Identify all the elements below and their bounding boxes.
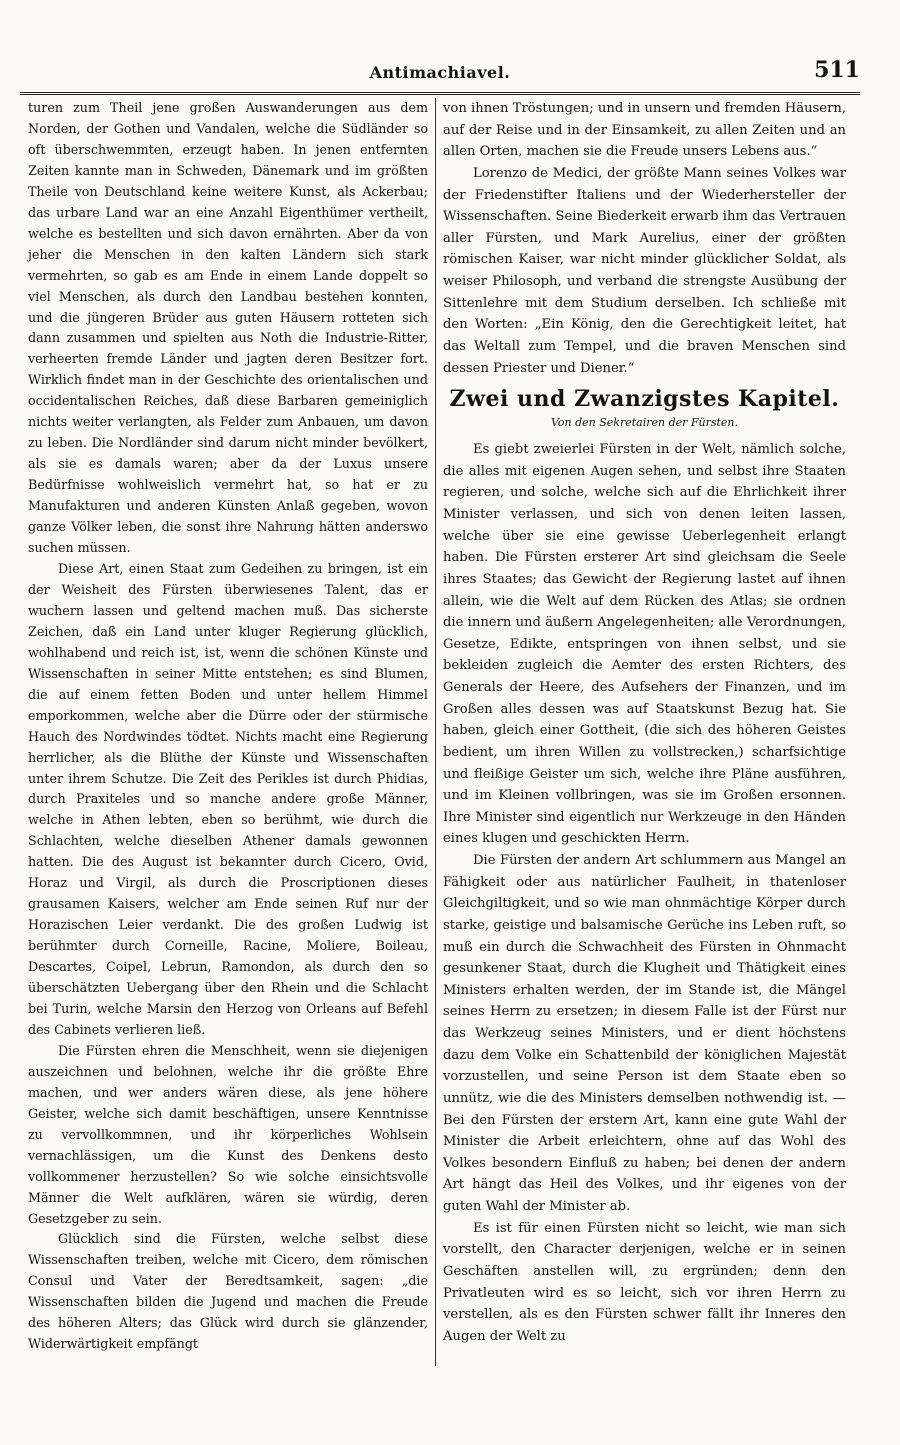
right-column: [443, 98, 846, 1347]
running-title: Antimachiavel.: [369, 63, 511, 82]
paragraph: Es ist für einen Fürsten nicht so leicht, wie man sich vorstellt, den Character derjenigen, welche er in seinen Geschäften anstellen will, zu ergründen; denn den Privatleuten wird es so leicht, sich vor ihren Herrn zu verstellen, als es den Fürsten schwer fällt ihr Inneres den Augen der Welt zu: [443, 1220, 846, 1344]
chapter-subtitle: Von den Sekretairen der Fürsten.: [550, 416, 739, 430]
paragraph: Die Fürsten ehren die Menschheit, wenn sie diejenigen auszeichnen und belohnen, welche ihr die größte Ehre machen, und wer anders wären diese, als jene höhere Geister, welche sich damit beschäftigen, unsere Kenntnisse zu vervollkommnen, und ihr körperliches Wohlsein vernachlässigen, um die Kunst des Denkens desto vollkommener herzustellen? So wie solche einsichtsvolle Männer die Welt aufklären, wären sie würdig, deren Gesetzgeber zu sein.: [28, 1042, 428, 1226]
paragraph: von ihnen Tröstungen; und in unsern und fremden Häusern, auf der Reise und in der Einsamkeit, zu allen Zeiten und an allen Orten, machen sie die Freude unsers Lebens aus.“: [443, 101, 846, 160]
running-head: [20, 55, 860, 89]
paragraph: Glücklich sind die Fürsten, welche selbst diese Wissenschaften treiben, welche mit Cicero, dem römischen Consul und Vater der Beredtsamkeit, sagen: „die Wissenschaften bilden die Jugend und machen die Freude des höheren Alters; das Glück wird durch sie glänzender, Widerwärtigkeit empfängt: [28, 1231, 428, 1352]
paragraph: Es giebt zweierlei Fürsten in der Welt, nämlich solche, die alles mit eigenen Augen sehen, und selbst ihre Staaten regieren, und solche, welche sich auf die Ehrlichkeit ihrer Minister verlassen, und sich von denen leiten lassen, welche über sie eine gewisse Ueberlegenheit erlangt haben. Die Fürsten ersterer Art sind gleichsam die Seele ihres Staates; das Gewicht der Regierung lastet auf ihnen allein, wie die Welt auf dem Rücken des Atlas; sie ordnen die innern und äußern Angelegenheiten; alle Verordnungen, Gesetze, Edikte, entspringen von ihnen selbst, und sie bekleiden zugleich die Aemter des ersten Richters, des Generals der Heere, des Aufsehers der Finanzen, und im Großen alles dessen was auf Staatskunst Bezug hat. Sie haben, gleich einer Gottheit, (die sich des höheren Geistes bedient, um ihren Willen zu vollstrecken,) scharfsichtige und fleißige Geister um sich, welche ihre Pläne ausführen, und im Kleinen vollbringen, was sie im Großen ersonnen. Ihre Minister sind eigentlich nur Werkzeuge in den Händen eines klugen und geschickten Herrn.: [443, 442, 846, 847]
chapter-title: Zwei und Zwanzigstes Kapitel.: [449, 386, 840, 413]
header-rule: [20, 92, 860, 95]
page-number: 511: [814, 57, 860, 83]
left-column: [28, 98, 428, 1355]
paragraph: turen zum Theil jene großen Auswanderungen aus dem Norden, der Gothen und Vandalen, welche die Südländer so oft überschwemmten, erzeugt haben. In jenen entfernten Zeiten kannte man in Schweden, Dänemark und im größten Theile von Deutschland keine weitere Kunst, als Ackerbau; das urbare Land war an eine Anzahl Eigenthümer vertheilt, welche es bestellten und sich davon ernährten. Aber da von jeher die Menschen in den kalten Ländern sich stark vermehrten, so gab es am Ende in einem Lande doppelt so viel Menschen, als durch den Landbau bestehen konnten, und die jüngeren Brüder aus guten Häusern rotteten sich dann zusammen und spielten aus Noth die Industrie-Ritter, verheerten fremde Länder und jagten deren Besitzer fort. Wirklich findet man in der Geschichte des orientalischen und occidentalischen Reiches, daß diese Barbaren gemeiniglich nichts weiter verlangten, als Felder zum Anbauen, um davon zu leben. Die Nordländer sind darum nicht minder bevölkert, als sie es damals waren; aber da der Luxus unsere Bedürfnisse wohlweislich vermehrt hat, so hat er zu Manufakturen und anderen Künsten Anlaß gegeben, wovon ganze Völker leben, die sonst ihre Nahrung hätten anderswo suchen müssen.: [28, 100, 428, 556]
column-divider: [435, 98, 436, 1366]
paragraph: Die Fürsten der andern Art schlummern aus Mangel an Fähigkeit oder aus natürlicher Faulheit, in thatenloser Gleichgiltigkeit, und so wie man ohnmächtige Körper durch starke, geistige und balsamische Gerüche ins Leben ruft, so muß ein durch die Schwachheit des Fürsten in Ohnmacht gesunkener Staat, durch die Klugheit und Thätigkeit eines Ministers erhalten werden, der im Stande ist, die Mängel seines Herrn zu ersetzen; in diesem Falle ist der Fürst nur das Werkzeug seines Ministers, und er dient höchstens dazu dem Volke ein Schattenbild der königlichen Majestät vorzustellen, und seine Person ist dem Staate eben so unnütz, wie die des Ministers demselben nothwendig ist. — Bei den Fürsten der erstern Art, kann eine gute Wahl der Minister die Arbeit erleichtern, ohne auf das Wohl des Volkes besondern Einfluß zu haben; bei denen der andern Art hängt das Heil des Volkes, und ihr eigenes von der guten Wahl der Minister ab.: [443, 853, 846, 1214]
paragraph: Diese Art, einen Staat zum Gedeihen zu bringen, ist ein der Weisheit des Fürsten überwiesenes Talent, das er wuchern lassen und geltend machen muß. Das sicherste Zeichen, daß ein Land unter kluger Regierung glücklich, wohlhabend und reich ist, ist, wenn die schönen Künste und Wissenschaften in seiner Mitte entstehen; es sind Blumen, die auf einem fetten Boden und unter hellem Himmel emporkommen, welche aber die Dürre oder der stürmische Hauch des Nordwindes tödtet. Nichts macht eine Regierung herrlicher, als die Blüthe der Künste und Wissenschaften unter ihrem Schutze. Die Zeit des Perikles ist durch Phidias, durch Praxiteles und so manche andere große Männer, welche in Athen lebten, eben so berühmt, wie durch die Schlachten, welche dieselben Athener damals gewonnen hatten. Die des August ist bekannter durch Cicero, Ovid, Horaz und Virgil, als durch die Proscriptionen dieses grausamen Kaisers, welcher am Ende seinen Ruf nur der Horazischen Leier verdankt. Die des großen Ludwig ist berühmter durch Corneille, Racine, Moliere, Boileau, Descartes, Coipel, Lebrun, Ramondon, als durch den so überschätzten Uebergang über den Rhein und die Schlacht bei Turin, welche Marsin den Herzog von Orleans auf Befehl des Cabinets verlieren ließ.: [28, 560, 428, 1037]
paragraph: Lorenzo de Medici, der größte Mann seines Volkes war der Friedenstifter Italiens und der Wiederhersteller der Wissenschaften. Seine Biederkeit erwarb ihm das Vertrauen aller Fürsten, und Mark Aurelius, einer der größten römischen Kaiser, war nicht minder glücklicher Soldat, als weiser Philosoph, und verband die strengste Ausübung der Sittenlehre mit dem Studium derselben. Ich schließe mit den Worten: „Ein König, den die Gerechtigkeit leitet, hat das Weltall zum Tempel, und die braven Menschen sind dessen Priester und Diener.“: [443, 165, 846, 376]
